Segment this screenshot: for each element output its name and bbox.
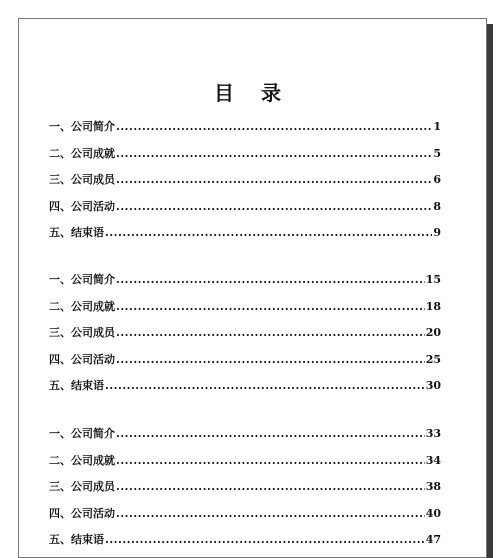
toc-leader-dots (116, 273, 425, 286)
toc-entry-page: 15 (425, 273, 441, 286)
toc-entry-page: 20 (425, 326, 441, 339)
toc-entry[interactable] (49, 145, 441, 172)
toc-entry[interactable] (49, 324, 441, 351)
toc-entry-page: 30 (425, 379, 441, 392)
toc-entry-label: 四、公司活动 (49, 199, 115, 213)
toc-entry-page: 8 (433, 199, 441, 213)
toc-entry-page: 18 (425, 299, 441, 313)
toc-entry[interactable] (49, 198, 441, 225)
toc-leader-dots (105, 533, 425, 546)
toc-leader-dots (116, 120, 432, 133)
toc-leader-dots (116, 200, 432, 213)
toc-entry-label: 二、公司成就 (49, 299, 115, 313)
toc-entry[interactable] (49, 505, 441, 532)
toc-entry-page: 25 (425, 352, 441, 366)
toc-group-3 (49, 425, 441, 558)
toc-entry-page: 34 (425, 453, 441, 467)
toc-entry-page: 5 (433, 146, 441, 160)
toc-entry-page: 1 (433, 120, 441, 133)
toc-entry-page: 47 (425, 533, 441, 546)
toc-entry[interactable] (49, 351, 441, 378)
toc-leader-dots (116, 507, 425, 520)
toc-entry-page: 6 (433, 173, 441, 186)
toc-leader-dots (105, 226, 432, 239)
toc-entry[interactable] (49, 377, 441, 404)
toc-entry[interactable] (49, 171, 441, 198)
toc-entry-label: 一、公司简介 (49, 427, 115, 440)
toc-entry-page: 38 (425, 480, 441, 493)
toc-leader-dots (116, 300, 425, 313)
toc-entry-label: 五、结束语 (49, 226, 104, 239)
toc-entry[interactable] (49, 118, 441, 145)
toc-entry-page: 40 (425, 506, 441, 520)
toc-leader-dots (116, 427, 425, 440)
toc-leader-dots (116, 147, 432, 160)
toc-leader-dots (116, 480, 425, 493)
toc-group-2 (49, 271, 441, 404)
toc-entry[interactable] (49, 425, 441, 452)
toc-entry-label: 三、公司成员 (49, 326, 115, 339)
toc-leader-dots (116, 454, 425, 467)
toc-group-1 (49, 118, 441, 251)
toc-leader-dots (116, 353, 425, 366)
toc-entry-label: 五、结束语 (49, 533, 104, 546)
toc-entry-label: 三、公司成员 (49, 173, 115, 186)
toc-entry[interactable] (49, 224, 441, 251)
toc-entry-label: 一、公司简介 (49, 273, 115, 286)
page-title: 目 录 (214, 81, 291, 105)
toc-entry-page: 33 (425, 427, 441, 440)
document-page (18, 18, 487, 558)
toc-leader-dots (116, 326, 425, 339)
toc-leader-dots (116, 173, 432, 186)
toc-entry[interactable] (49, 478, 441, 505)
toc-entry[interactable] (49, 271, 441, 298)
toc-entry-label: 二、公司成就 (49, 146, 115, 160)
toc-entry-label: 二、公司成就 (49, 453, 115, 467)
toc-entry-label: 三、公司成员 (49, 480, 115, 493)
toc-entry[interactable] (49, 452, 441, 479)
toc-entry-page: 9 (433, 226, 441, 239)
toc-entry[interactable] (49, 298, 441, 325)
toc-entry[interactable] (49, 531, 441, 558)
toc-leader-dots (105, 379, 425, 392)
toc-entry-label: 五、结束语 (49, 379, 104, 392)
toc-entry-label: 四、公司活动 (49, 506, 115, 520)
toc-entry-label: 一、公司简介 (49, 120, 115, 133)
toc-entry-label: 四、公司活动 (49, 352, 115, 366)
